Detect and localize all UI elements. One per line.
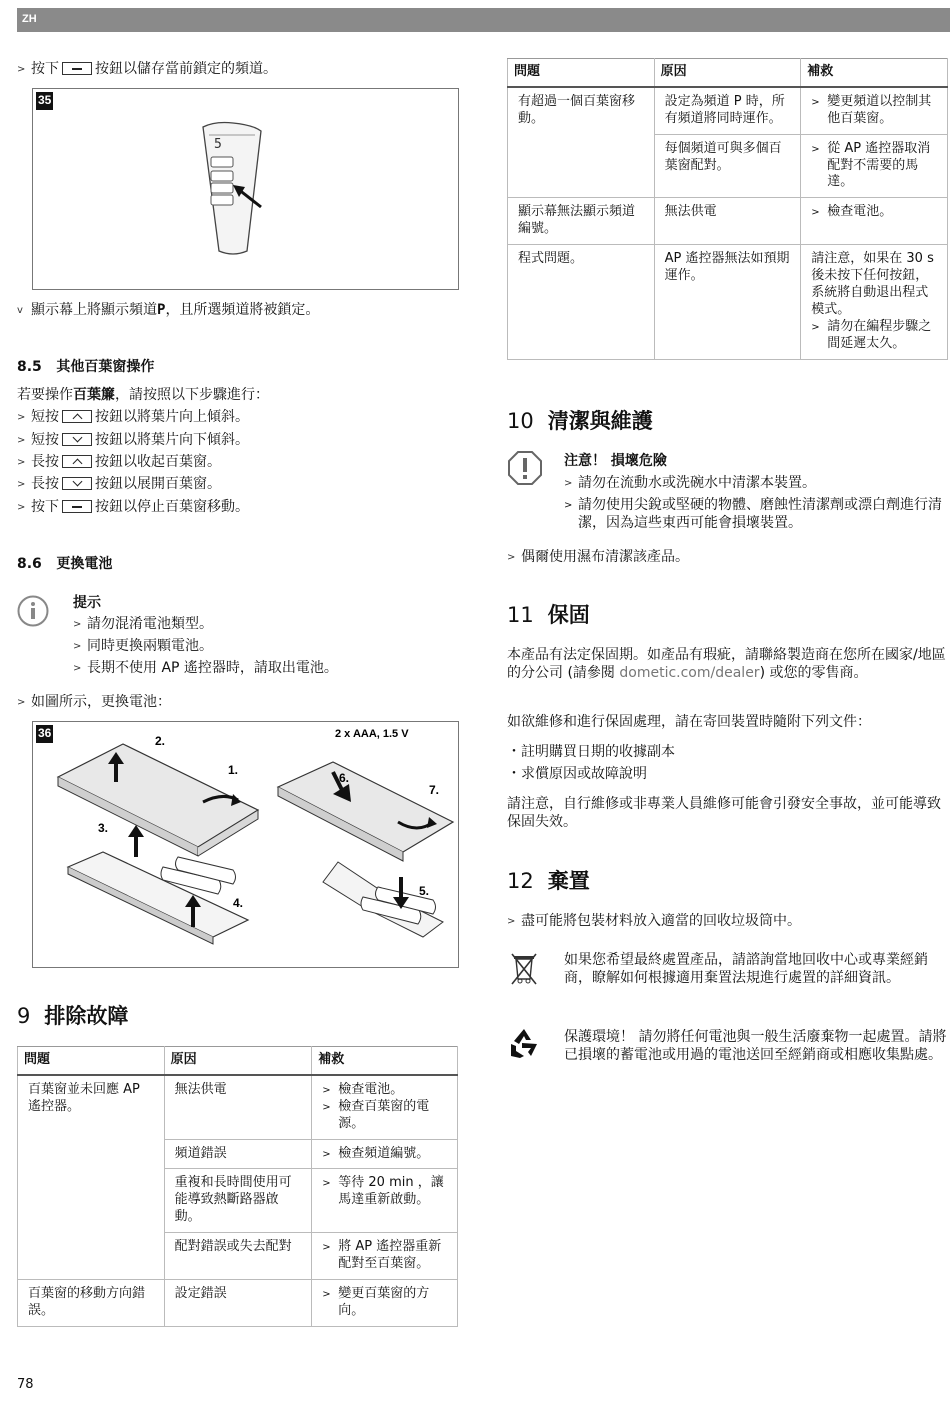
warranty-documents-intro: 如欲維修和進行保固處理，請在寄回裝置時隨附下列文件： bbox=[507, 714, 871, 730]
troubleshooting-table-right bbox=[507, 58, 948, 360]
note-title: 提示 bbox=[73, 595, 101, 611]
up-button-icon bbox=[62, 455, 92, 468]
replace-battery-step: > 如圖所示，更換電池： bbox=[17, 694, 171, 710]
battery-replacement-illustration bbox=[33, 722, 458, 967]
battery-disposal-text: 保護環境！ 請勿將任何電池與一般生活廢棄物一起處置。請將已損壞的蓄電池或用過的電池送回至經銷商或相應收集點處。 bbox=[564, 1029, 947, 1064]
step-extend: > 長按 按鈕以展開百葉窗。 bbox=[17, 476, 221, 492]
step-tilt-up: > 短按 按鈕以將葉片向上傾斜。 bbox=[17, 409, 249, 425]
info-icon bbox=[17, 595, 49, 627]
table-row: 百葉窗並未回應 AP 遙控器。 無法供電 > 檢查電池。 > 檢查百葉窗的電源。 bbox=[18, 1075, 458, 1139]
section-8-6-title: 8.6 更換電池 bbox=[17, 556, 113, 572]
step-label: 5. bbox=[419, 884, 430, 898]
svg-text:5: 5 bbox=[214, 137, 222, 152]
step-retract: > 長按 按鈕以收起百葉窗。 bbox=[17, 454, 221, 470]
up-button-icon bbox=[62, 410, 92, 423]
dealer-link[interactable]: dometic.com/dealer bbox=[619, 665, 760, 682]
step-label: 3. bbox=[98, 821, 109, 835]
chapter-11-title: 11 保固 bbox=[507, 603, 590, 627]
step-tilt-down: > 短按 按鈕以將葉片向下傾斜。 bbox=[17, 432, 249, 448]
warning-item: > 請勿在流動水或洗碗水中清潔本裝置。 bbox=[564, 475, 816, 491]
recycle-icon bbox=[507, 1027, 541, 1059]
step-label: 1. bbox=[228, 763, 239, 777]
note-item: > 長期不使用 AP 遙控器時，請取出電池。 bbox=[73, 660, 338, 676]
down-button-icon bbox=[62, 477, 92, 490]
minus-button-icon bbox=[62, 500, 92, 513]
column-header: 問題 bbox=[508, 59, 655, 87]
table-row: 頻道錯誤 > 檢查頻道編號。 bbox=[18, 1139, 458, 1169]
list-item: ・註明購買日期的收據副本 bbox=[507, 744, 675, 760]
remote-control-illustration bbox=[33, 89, 458, 289]
step-label: 7. bbox=[429, 783, 440, 797]
disposal-step: > 盡可能將包裝材料放入適當的回收垃圾筒中。 bbox=[507, 913, 801, 929]
page-number: 78 bbox=[17, 1377, 34, 1392]
minus-button-icon bbox=[62, 62, 92, 75]
table-row: 重複和長時間使用可能導致熱斷路器啟動。 > 等待 20 min ，讓馬達重新啟動。 bbox=[18, 1169, 458, 1233]
step-label: 6. bbox=[339, 771, 350, 785]
table-row: 有超過一個百葉窗移動。 設定為頻道 P 時，所有頻道將同時運作。 > 變更頻道以控制其他百葉窗。 bbox=[508, 87, 948, 134]
list-item: ・求償原因或故障說明 bbox=[507, 766, 647, 782]
figure-number: 35 bbox=[36, 92, 53, 110]
step-label: 2. bbox=[155, 734, 166, 748]
warning-item: > 請勿使用尖銳或堅硬的物體、磨蝕性清潔劑或漂白劑進行清潔，因為這些東西可能會損壞裝置。 bbox=[564, 497, 942, 532]
section-8-5-intro: 若要操作百葉簾，請按照以下步驟進行： bbox=[17, 387, 269, 403]
weee-disposal-text: 如果您希望最終處置產品，請諮詢當地回收中心或專業經銷商，瞭解如何根據適用棄置法規進行處置的詳細資訊。 bbox=[564, 952, 928, 987]
column-header: 補救 bbox=[312, 1047, 458, 1075]
warning-icon bbox=[507, 450, 543, 486]
column-header: 原因 bbox=[164, 1047, 312, 1075]
press-store-step: > 按下 按鈕以儲存當前鎖定的頻道。 bbox=[17, 61, 277, 77]
warranty-warning: 請注意，自行維修或非專業人員維修可能會引發安全事故，並可能導致保固失效。 bbox=[507, 796, 941, 831]
battery-spec: 2 x AAA, 1.5 V bbox=[335, 728, 409, 740]
language-code: ZH bbox=[22, 13, 37, 25]
figure-number: 36 bbox=[36, 725, 53, 743]
table-row: 百葉窗的移動方向錯誤。 設定錯誤 > 變更百葉窗的方向。 bbox=[18, 1279, 458, 1326]
column-header: 原因 bbox=[654, 59, 801, 87]
warranty-paragraph: 本產品有法定保固期。如產品有瑕疵，請聯絡製造商在您所在國家/地區的分公司 (請參閱 dometic.com/dealer) 或您的零售商。 bbox=[507, 647, 946, 682]
display-channel-result: v 顯示幕上將顯示頻道P，且所選頻道將被鎖定。 bbox=[17, 302, 320, 318]
step-stop: > 按下 按鈕以停止百葉窗移動。 bbox=[17, 499, 249, 515]
language-bar bbox=[17, 8, 950, 32]
note-item: > 同時更換兩顆電池。 bbox=[73, 638, 213, 654]
chapter-12-title: 12 棄置 bbox=[507, 869, 590, 893]
warning-title: 注意！ 損壞危險 bbox=[564, 453, 667, 469]
table-row: 配對錯誤或失去配對 > 將 AP 遙控器重新配對至百葉窗。 bbox=[18, 1233, 458, 1280]
chapter-10-title: 10 清潔與維護 bbox=[507, 409, 653, 433]
down-button-icon bbox=[62, 433, 92, 446]
chapter-9-title: 9 排除故障 bbox=[17, 1004, 129, 1028]
column-header: 問題 bbox=[18, 1047, 165, 1075]
figure-35 bbox=[32, 88, 459, 290]
weee-bin-icon bbox=[509, 951, 539, 985]
note-item: > 請勿混淆電池類型。 bbox=[73, 616, 213, 632]
table-row: 顯示幕無法顯示頻道編號。 無法供電 > 檢查電池。 bbox=[508, 198, 948, 245]
figure-36 bbox=[32, 721, 459, 968]
step-label: 4. bbox=[233, 896, 244, 910]
table-row: 程式問題。 AP 遙控器無法如預期運作。 請注意，如果在 30 s 後未按下任何按鈕，系統將自動退出程式模式。 > 請勿在編程步驟之間延遲太久。 bbox=[508, 245, 948, 359]
cleaning-step: > 偶爾使用濕布清潔該產品。 bbox=[507, 549, 689, 565]
column-header: 補救 bbox=[801, 59, 948, 87]
table-row: 每個頻道可與多個百葉窗配對。 > 從 AP 遙控器取消配對不需要的馬達。 bbox=[508, 134, 948, 198]
troubleshooting-table-left bbox=[17, 1046, 458, 1327]
section-8-5-title: 8.5 其他百葉窗操作 bbox=[17, 359, 155, 375]
